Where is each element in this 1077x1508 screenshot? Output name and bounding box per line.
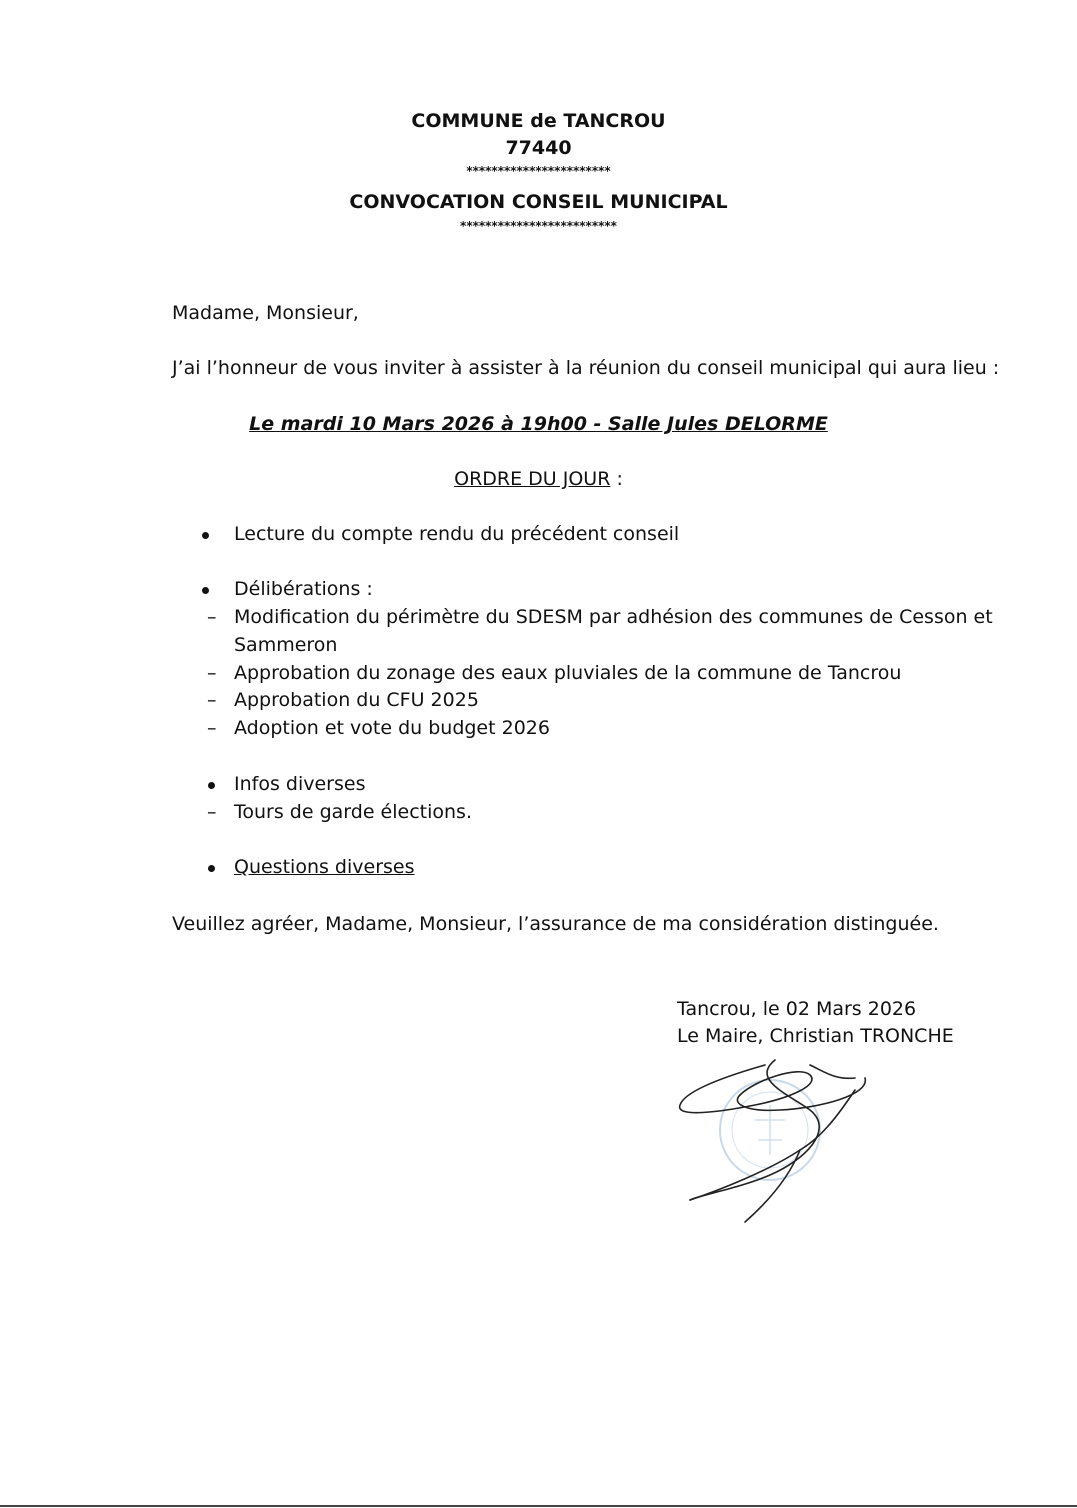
meeting-date-place: Le mardi 10 Mars 2026 à 19h00 - Salle Jules DELORME <box>249 413 828 435</box>
dash-icon: – <box>207 662 217 684</box>
signature-with-stamp <box>660 1050 890 1240</box>
page-bottom-edge <box>0 1505 1077 1507</box>
infos-tours-de-garde: Tours de garde élections. <box>234 801 472 823</box>
agenda-item-infos: Infos diverses <box>234 773 366 795</box>
bullet-icon <box>202 532 209 539</box>
dash-icon: – <box>207 606 217 628</box>
salutation: Madame, Monsieur, <box>172 302 359 324</box>
stars-separator-1: *********************** <box>466 164 611 178</box>
agenda-item-deliberations: Délibérations : <box>234 578 373 600</box>
stamp-icon <box>720 1080 820 1180</box>
stars-separator-2: ************************* <box>460 219 617 233</box>
agenda-heading <box>0 468 1077 490</box>
deliberation-zonage: Approbation du zonage des eaux pluviales de la commune de Tancrou <box>234 662 902 684</box>
place-and-date: Tancrou, le 02 Mars 2026 <box>677 998 917 1020</box>
postal-code: 77440 <box>505 137 572 159</box>
signatory-name: Le Maire, Christian TRONCHE <box>677 1025 954 1047</box>
dash-icon: – <box>207 689 217 711</box>
deliberation-cfu: Approbation du CFU 2025 <box>234 689 479 711</box>
bullet-icon <box>208 782 215 789</box>
agenda-item-questions: Questions diverses <box>234 856 415 878</box>
agenda-colon: : <box>610 468 623 490</box>
meeting-info <box>0 413 1077 435</box>
commune-name: COMMUNE de TANCROU <box>411 110 666 132</box>
bullet-icon <box>202 587 209 594</box>
deliberation-budget: Adoption et vote du budget 2026 <box>234 717 550 739</box>
dash-icon: – <box>207 717 217 739</box>
handwritten-signature-icon <box>680 1060 866 1222</box>
document-title: CONVOCATION CONSEIL MUNICIPAL <box>349 191 728 213</box>
closing-formula: Veuillez agréer, Madame, Monsieur, l’assurance de ma considération distinguée. <box>172 913 939 935</box>
dash-icon: – <box>207 801 217 823</box>
agenda-item-reading: Lecture du compte rendu du précédent conseil <box>234 523 680 545</box>
bullet-icon <box>208 865 215 872</box>
deliberation-sdesm-line1: Modification du périmètre du SDESM par adhésion des communes de Cesson et <box>234 606 993 628</box>
deliberation-sdesm-line2: Sammeron <box>234 634 338 656</box>
agenda-title: ORDRE DU JOUR <box>454 468 611 490</box>
intro-paragraph: J’ai l’honneur de vous inviter à assister à la réunion du conseil municipal qui aura lieu : <box>172 357 1000 379</box>
